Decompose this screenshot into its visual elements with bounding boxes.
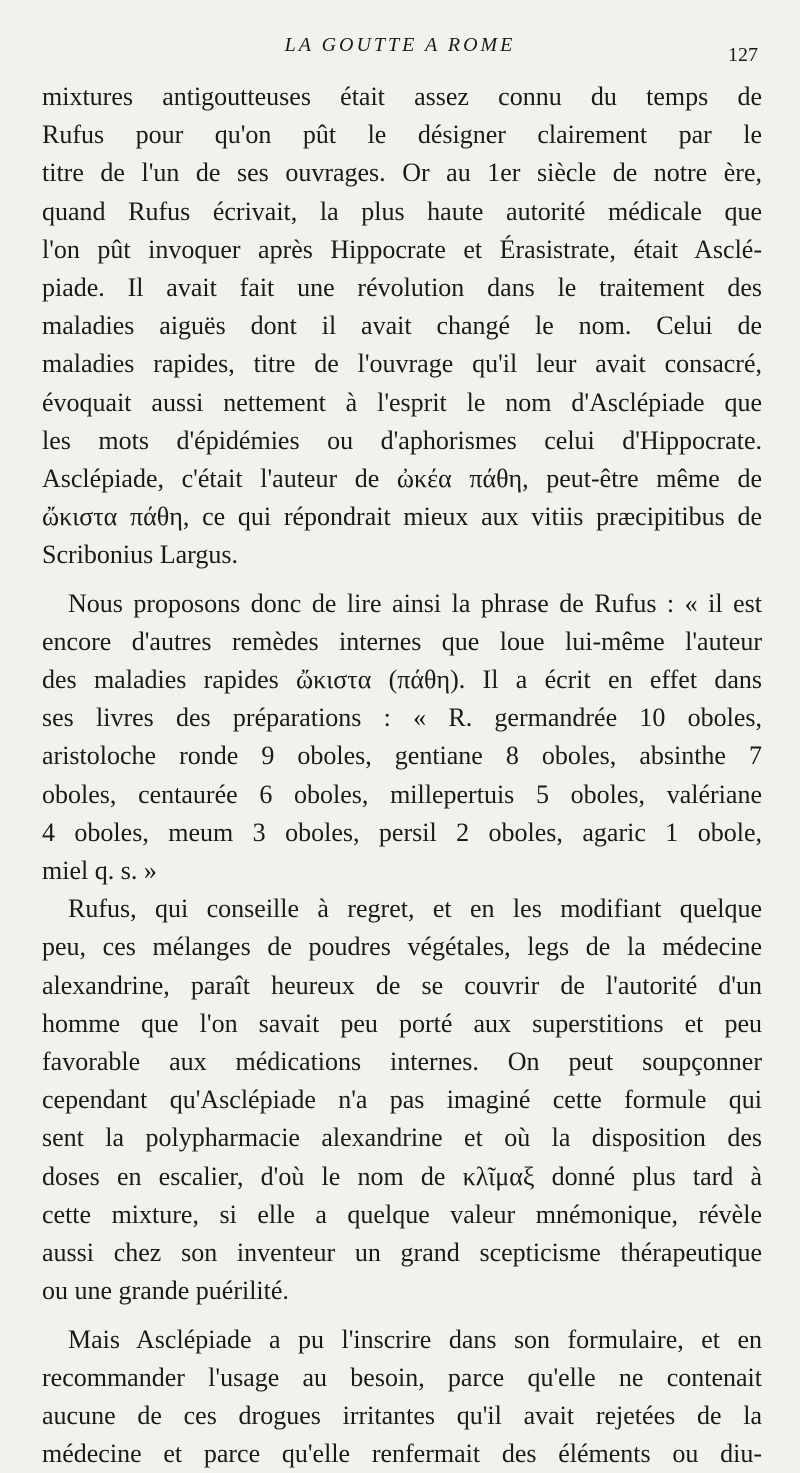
text-line: aucune de ces drogues irritantes qu'il avait rejetées de la	[42, 1397, 762, 1435]
page-header	[0, 34, 800, 64]
text-line: Mais Asclépiade a pu l'inscrire dans son formulaire, et en	[42, 1321, 762, 1359]
text-line: aussi chez son inventeur un grand scepticisme thérapeutique	[42, 1234, 762, 1272]
text-line: Nous proposons donc de lire ainsi la phrase de Rufus : « il est	[42, 585, 762, 623]
text-line: recommander l'usage au besoin, parce qu'elle ne contenait	[42, 1359, 762, 1397]
text-line: médecine et parce qu'elle renfermait des éléments ou diu-	[42, 1435, 762, 1473]
text-line: aristoloche ronde 9 oboles, gentiane 8 oboles, absinthe 7	[42, 737, 762, 775]
text-line: Rufus pour qu'on pût le désigner clairement par le	[42, 116, 762, 154]
text-line: Scribonius Largus.	[42, 536, 762, 574]
text-line: titre de l'un de ses ouvrages. Or au 1er siècle de notre ère,	[42, 154, 762, 192]
text-line: mixtures antigoutteuses était assez connu du temps de	[42, 78, 762, 116]
text-line: ses livres des préparations : « R. germandrée 10 oboles,	[42, 699, 762, 737]
text-line: miel q. s. »	[42, 852, 762, 890]
text-line: 4 oboles, meum 3 oboles, persil 2 oboles, agaric 1 obole,	[42, 814, 762, 852]
text-line: doses en escalier, d'où le nom de κλῖμαξ donné plus tard à	[42, 1158, 762, 1196]
text-line: favorable aux médications internes. On peut soupçonner	[42, 1043, 762, 1081]
paragraph	[42, 1321, 762, 1473]
text-line: ὤκιστα πάθη, ce qui répondrait mieux aux vitiis præcipitibus de	[42, 498, 762, 536]
text-line: maladies aiguës dont il avait changé le nom. Celui de	[42, 307, 762, 345]
paragraph	[42, 585, 762, 891]
text-line: l'on pût invoquer après Hippocrate et Érasistrate, était Asclé-	[42, 231, 762, 269]
text-line: ou une grande puérilité.	[42, 1272, 762, 1310]
text-line: maladies rapides, titre de l'ouvrage qu'il leur avait consacré,	[42, 345, 762, 383]
text-line: évoquait aussi nettement à l'esprit le nom d'Asclépiade que	[42, 384, 762, 422]
text-line: cependant qu'Asclépiade n'a pas imaginé cette formule qui	[42, 1081, 762, 1119]
text-line: quand Rufus écrivait, la plus haute autorité médicale que	[42, 193, 762, 231]
text-line: alexandrine, paraît heureux de se couvrir de l'autorité d'un	[42, 967, 762, 1005]
text-line: homme que l'on savait peu porté aux superstitions et peu	[42, 1005, 762, 1043]
text-line: sent la polypharmacie alexandrine et où la disposition des	[42, 1119, 762, 1157]
paragraph	[42, 78, 762, 575]
paragraph	[42, 890, 762, 1310]
text-line: oboles, centaurée 6 oboles, millepertuis 5 oboles, valériane	[42, 776, 762, 814]
text-line: Asclépiade, c'était l'auteur de ὠκέα πάθη, peut-être même de	[42, 460, 762, 498]
text-line: Rufus, qui conseille à regret, et en les modifiant quelque	[42, 890, 762, 928]
text-line: des maladies rapides ὤκιστα (πάθη). Il a écrit en effet dans	[42, 661, 762, 699]
text-line: les mots d'épidémies ou d'aphorismes celui d'Hippocrate.	[42, 422, 762, 460]
text-line: piade. Il avait fait une révolution dans le traitement des	[42, 269, 762, 307]
running-title: LA GOUTTE A ROME	[0, 34, 800, 57]
page-number: 127	[728, 44, 758, 67]
text-line: cette mixture, si elle a quelque valeur mnémonique, révèle	[42, 1196, 762, 1234]
text-line: encore d'autres remèdes internes que loue lui-même l'auteur	[42, 623, 762, 661]
text-line: peu, ces mélanges de poudres végétales, legs de la médecine	[42, 928, 762, 966]
body-text	[42, 78, 762, 1473]
